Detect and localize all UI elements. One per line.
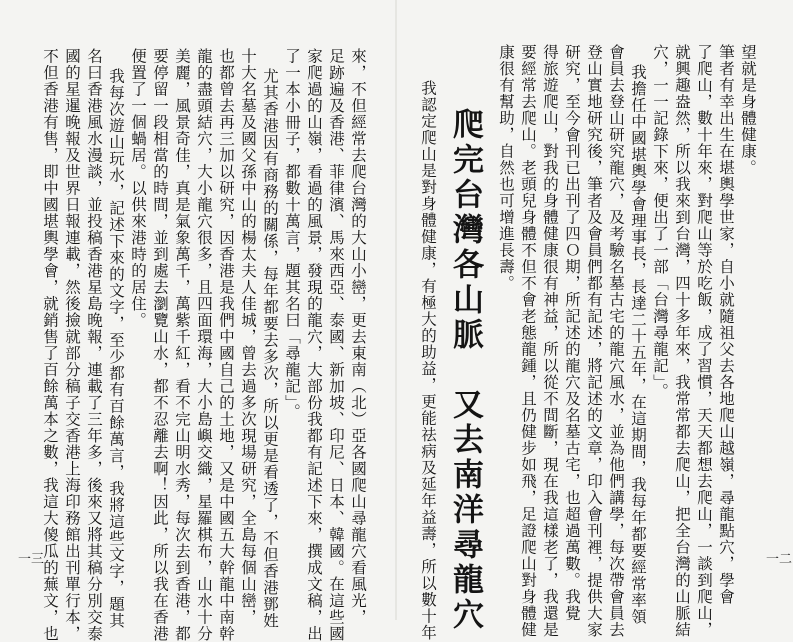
section-title: 爬完台灣各山脈 又去南洋尋龍穴	[447, 108, 483, 633]
text-column: 就興趣盎然，所以我來到台灣，四十多年來，我常常都去爬山，把全台灣的山脈結	[673, 44, 691, 638]
text-column: 要經常去爬山。老頭兒身體不但不會老態龍鍾，且仍健步如飛，足證爬山對身體健	[519, 44, 537, 638]
page-number: 一二	[766, 552, 793, 567]
text-column: 名曰香港風水漫談，並投稿香港星島晚報，連載了三年多，後來又將其稿分別交泰	[85, 48, 103, 642]
text-column: 家爬過的山嶺，看過的風景，發現的龍穴，大部份我都有記述下來，撰成文稿，出	[305, 48, 323, 642]
text-column: 十大名墓及國父孫中山的楊太夫人佳城，曾去過多次現場研究，全島每個山巒，	[239, 48, 257, 626]
text-column: 國的星暹晚報及世界日報連載，然後撿就部分稿子交香港上海印務館出刊單行本，	[63, 48, 81, 642]
text-column: 會員去登山研究龍穴，及考驗名墓古宅的龍穴風水，並為他們講學，每次帶會員去	[607, 44, 625, 638]
text-column: 登山實地研究後，筆者及會員們都有記述，將記述的文章，印入會刊裡，提供大家	[585, 44, 603, 638]
book-gutter	[395, 0, 397, 620]
text-column: 得旅遊爬山，對我的身體健康很有神益，所以從不間斷，現在我這樣老了，我還是	[541, 44, 559, 638]
text-column: 也都曾去再三加以研究，因香港是我們中國自己的土地，又是中國五大幹龍中南幹	[217, 48, 235, 642]
text-column: 了爬山，數十年來，對爬山等於吃飯，成了習慣，天天都想去爬山，一談到爬山，	[695, 44, 713, 638]
text-column: 足跡遍及香港、菲律濱、馬來西亞、泰國、新加坡、印尼、日本、韓國。在這些國	[327, 48, 345, 642]
text-column: 望就是身體健康。	[739, 44, 757, 176]
text-column: 尤其香港因有商務的關係，每年都要去多次，所以更是看透了，不但香港鄧姓	[261, 68, 279, 629]
text-column: 筆者有幸出生在堪輿學世家，自小就隨祖父去各地爬山越嶺，尋龍點穴，學會	[717, 44, 735, 605]
text-column: 了一本小冊子，都數十萬言，題其名曰「尋龍記」。	[283, 48, 301, 420]
page-number: 一三	[18, 552, 45, 567]
text-column: 不但香港有售，即中國堪輿學會，就銷售了百餘萬本之數，我這大傻瓜的蕪文，也	[41, 48, 59, 642]
text-column: 研究，至今會刊已出刊了四Ｏ期，所記述的龍穴及名墓古宅，也超過萬數。我覺	[563, 44, 581, 622]
text-column: 我每次遊山玩水，記述下來的文字，至少都有百餘萬言，我將這些文字，題其	[107, 68, 125, 629]
text-column: 美麗，風景奇佳，真是氣象萬千，萬紫千紅，看不完山明水秀，每次去到香港，都	[173, 48, 191, 642]
text-column: 龍的盡頭結穴，大小龍穴很多，且四面環海，大小島嶼交織，星羅棋布，山水十分	[195, 48, 213, 642]
text-column: 穴，一一記錄下來，便出了一部「台灣尋龍記」。	[651, 44, 669, 400]
text-column: 要停留一段相當的時間，並到處去瀏覽山水，都不忍離去啊！因此，所以我在香港	[151, 48, 169, 642]
text-column: 來，不但經常去爬台灣的大山小巒，更去東南（北）亞各國爬山尋龍穴看風光，	[349, 48, 367, 626]
text-column: 我擔任中國堪輿學會理事長，長達二十五年，在這期間，我每年都要經常率領	[629, 64, 647, 625]
text-column: 康很有幫助，自然也可增進長壽。	[497, 44, 515, 292]
text-column: 我認定爬山是對身體健康，有極大的助益，更能祛病及延年益壽，所以數十年	[419, 80, 437, 641]
text-column: 便置了一個蝸居。以供來港時的居住。	[129, 48, 147, 329]
